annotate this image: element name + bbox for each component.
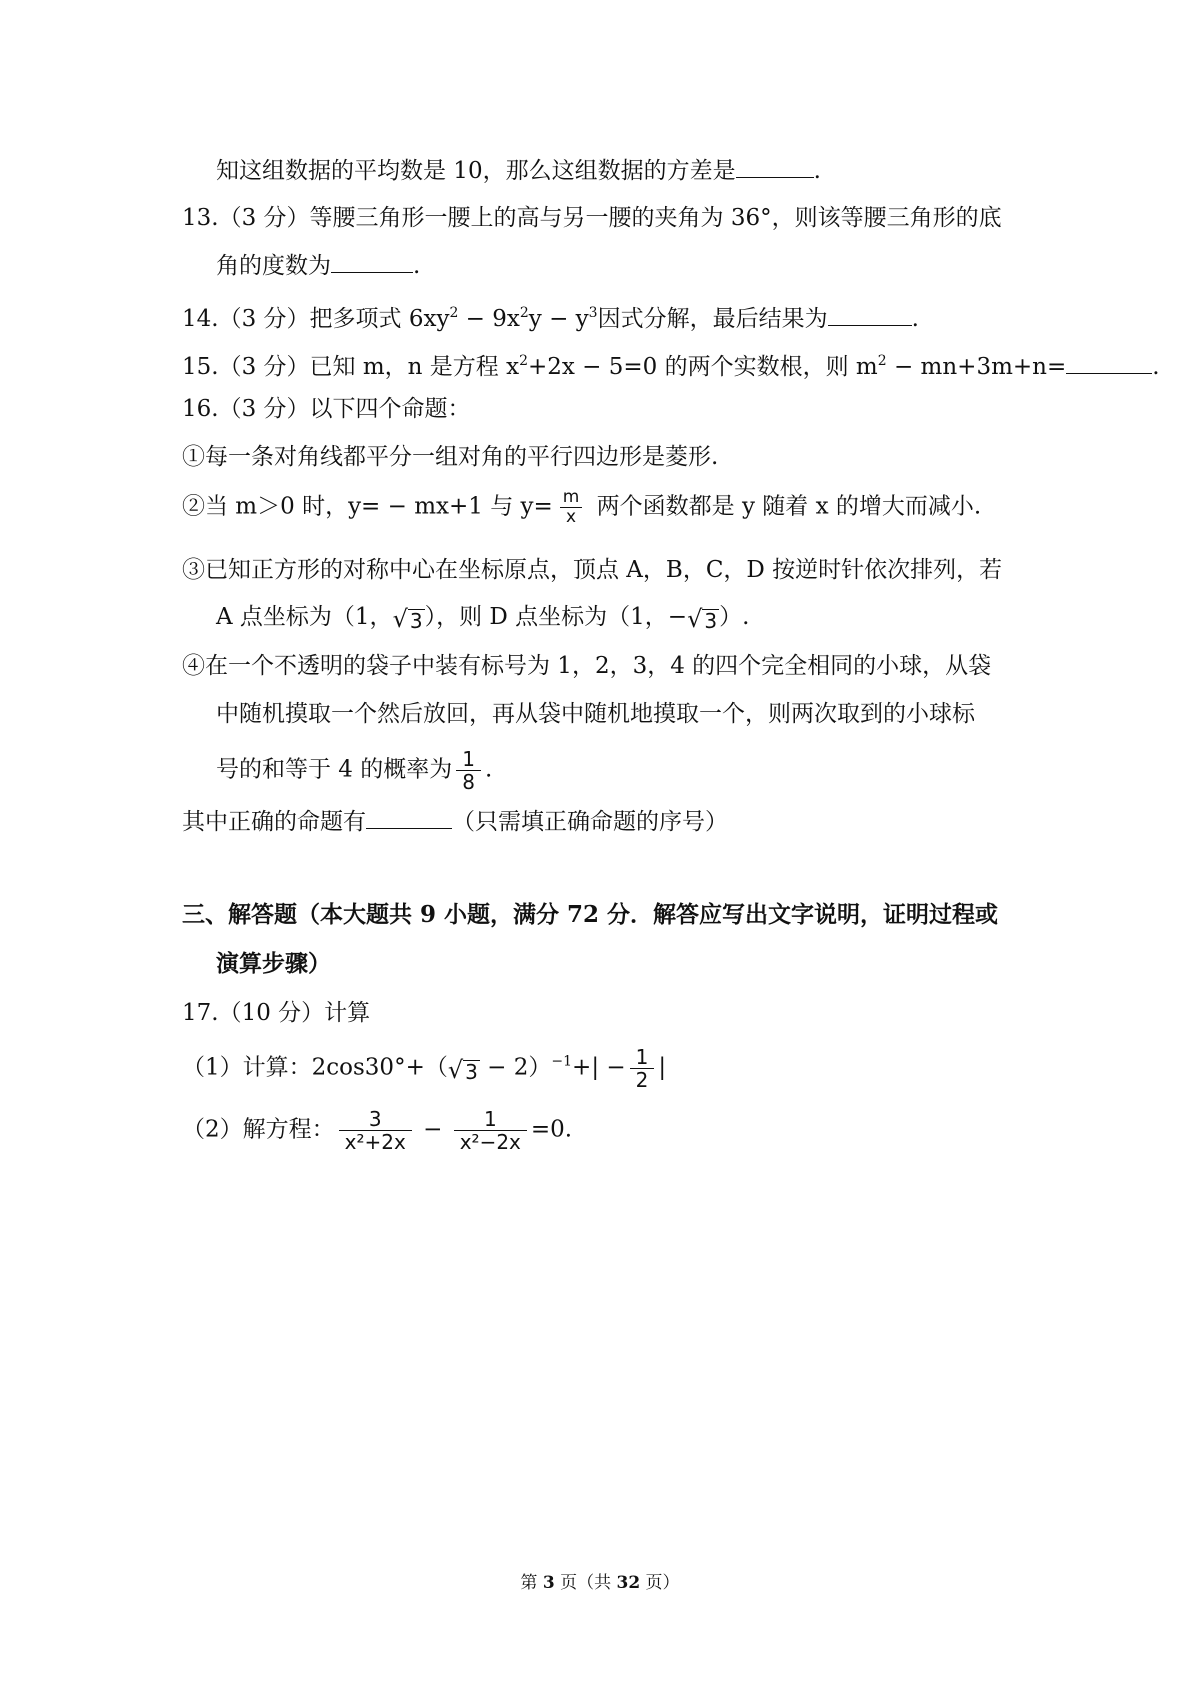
proposition-4-line1: ④在一个不透明的袋子中装有标号为 1，2，3，4 的四个完全相同的小球，从袋 xyxy=(182,653,992,679)
question-16-intro: 16.（3 分）以下四个命题： xyxy=(182,396,471,422)
answer-blank xyxy=(1066,351,1152,374)
sqrt-3: √ 3 xyxy=(447,1055,478,1084)
question-16-tail: 其中正确的命题有 （只需填正确命题的序号） xyxy=(182,806,728,837)
question-17-part-1: （1）计算：2cos30°+（ √ 3 − 2）$^{-1}$+| − $\frac{1}{2}$ | xyxy=(182,1045,667,1092)
proposition-4-line2: 中随机摸取一个然后放回，再从袋中随机地摸取一个，则两次取到的小球标 xyxy=(216,701,975,727)
question-14: 14.（3 分）把多项式 $6xy^2 - 9x^2y - y^3$因式分解，最后结果为 . xyxy=(182,305,919,332)
answer-blank xyxy=(366,806,452,829)
proposition-2: ②当 m＞0 时，y= − mx+1 与 y= $\frac{m}{x}$ 两个函数都是 y 随着 x 的增大而减小. xyxy=(182,487,982,527)
proposition-4-line3: 号的和等于 4 的概率为 $\frac{1}{8}$ . xyxy=(216,747,493,794)
fraction-m-over-x: $\frac{m}{x}$ xyxy=(557,488,586,527)
question-12-tail: 知这组数据的平均数是 10，那么这组数据的方差是 . xyxy=(216,155,821,186)
question-15: 15.（3 分）已知 m，n 是方程 $x^2+2x - 5=0$ 的两个实数根，则 $m^2 - mn+3m+n=$ . xyxy=(182,353,1160,380)
fraction-1-over-x2-minus-2x: $\frac{1}{\text{x²−2x}}$ xyxy=(454,1108,527,1153)
fraction-1-over-8: $\frac{1}{8}$ xyxy=(456,748,481,793)
question-17-intro: 17.（10 分）计算 xyxy=(182,1000,371,1026)
section-3-heading-cont: 演算步骤） xyxy=(216,950,331,977)
question-13-line1: 13.（3 分）等腰三角形一腰上的高与另一腰的夹角为 36°，则该等腰三角形的底 xyxy=(182,205,1002,231)
sqrt-3: √ 3 xyxy=(392,605,423,633)
answer-blank xyxy=(736,155,814,178)
question-13-line2: 角的度数为 . xyxy=(216,250,420,281)
fraction-1-over-2: $\frac{1}{2}$ xyxy=(630,1046,655,1091)
fraction-3-over-x2-plus-2x: $\frac{3}{\text{x²+2x}}$ xyxy=(339,1108,412,1153)
answer-blank xyxy=(828,303,912,326)
page-footer: 第 3 页（共 32 页） xyxy=(520,1573,680,1593)
answer-blank xyxy=(331,250,413,273)
proposition-3-line2: A 点坐标为（1， √ 3 ），则 D 点坐标为（1，− √ 3 ）. xyxy=(216,604,750,633)
proposition-3-line1: ③已知正方形的对称中心在坐标原点，顶点 A，B，C，D 按逆时针依次排列，若 xyxy=(182,557,1003,583)
sqrt-3: √ 3 xyxy=(687,605,718,633)
proposition-1: ①每一条对角线都平分一组对角的平行四边形是菱形. xyxy=(182,444,719,470)
section-3-heading: 三、解答题（本大题共 9 小题，满分 72 分．解答应写出文字说明，证明过程或 xyxy=(182,901,999,928)
question-17-part-2: （2）解方程： $\frac{3}{\text{x²+2x}}$ − $\frac{1}{\text{x²−2x}}$ =0. xyxy=(182,1107,573,1154)
